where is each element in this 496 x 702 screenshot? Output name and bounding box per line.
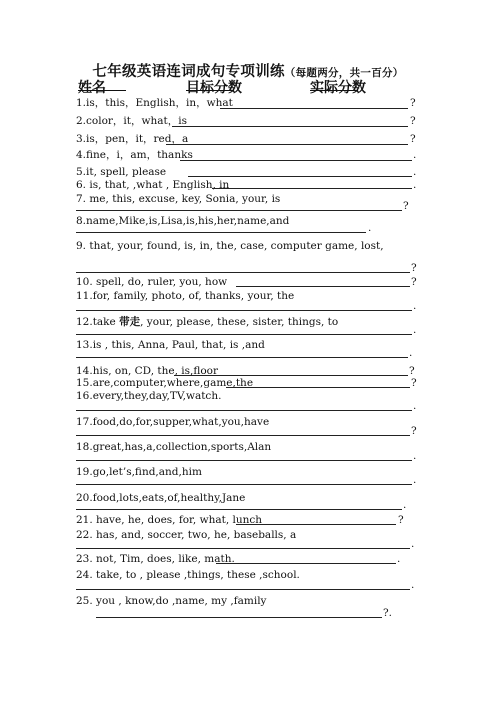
question-18: 18.great,has,a,collection,sports,Alan — [76, 441, 272, 453]
end-punct-8: . — [368, 222, 372, 234]
end-punct-15: ? — [411, 377, 417, 389]
question-19: 19.go,let’s,find,and,him — [76, 466, 202, 478]
end-punct-10: ? — [411, 276, 417, 288]
end-punct-11: . — [413, 300, 417, 312]
answer-line-5[interactable] — [188, 176, 412, 177]
target-blank[interactable] — [186, 77, 234, 91]
end-punct-20: . — [403, 499, 407, 511]
answer-line-14[interactable] — [174, 375, 408, 376]
q12-part-c: , your, please, these, sister, things, to — [140, 316, 339, 328]
question-9: 9. that, your, found, is, in, the, case, computer game, lost, — [76, 240, 384, 252]
question-15: 15.are,computer,where,game,the — [76, 377, 254, 389]
answer-line-4[interactable] — [180, 160, 412, 161]
question-13: 13.is , this, Anna, Paul, that, is ,and — [76, 339, 265, 351]
actual-blank[interactable] — [310, 77, 358, 91]
answer-line-1[interactable] — [220, 108, 408, 109]
end-punct-14: ? — [409, 365, 415, 377]
question-14: 14.his, on, CD, the, is,floor — [76, 365, 219, 377]
end-punct-3: ? — [410, 133, 416, 145]
question-3: 3.is，pen，it，red，a — [76, 133, 189, 145]
end-punct-18: . — [413, 450, 417, 462]
end-punct-21: ? — [398, 514, 404, 526]
end-punct-17: ? — [411, 425, 417, 437]
question-21: 21. have, he, does, for, what, lunch — [76, 514, 263, 526]
answer-line-23[interactable] — [216, 563, 396, 564]
end-punct-16: . — [413, 400, 417, 412]
answer-line-13[interactable] — [76, 357, 408, 358]
question-24: 24. take, to , please ,things, these ,school. — [76, 569, 300, 581]
answer-line-25[interactable] — [96, 617, 382, 618]
answer-line-3[interactable] — [166, 144, 408, 145]
end-punct-2: ? — [410, 115, 416, 127]
end-punct-25: ?. — [383, 607, 392, 619]
question-22: 22. has, and, soccer, two, he, baseballs, a — [76, 529, 297, 541]
title-text: 七年级英语连词成句专项训练 — [92, 63, 285, 80]
end-punct-4: . — [413, 149, 417, 161]
end-punct-1: ? — [410, 97, 416, 109]
end-punct-19: . — [413, 474, 417, 486]
question-11: 11.for, family, photo, of, thanks, your, the — [76, 290, 295, 302]
target-label: 目标分数 — [186, 80, 242, 96]
end-punct-23: . — [397, 553, 401, 565]
q12-part-a: 12.take — [76, 316, 120, 328]
answer-line-16[interactable] — [76, 410, 412, 411]
question-6: 6. is, that, ,what , English, in — [76, 179, 230, 191]
question-16: 16.every,they,day,TV,watch. — [76, 390, 222, 402]
answer-line-8[interactable] — [76, 232, 366, 233]
answer-line-12[interactable] — [76, 334, 412, 335]
question-2: 2.color，it，what，is — [76, 115, 187, 127]
answer-line-10[interactable] — [236, 286, 410, 287]
answer-line-22[interactable] — [76, 548, 410, 549]
answer-line-6[interactable] — [212, 188, 412, 189]
question-23: 23. not, Tim, does, like, math. — [76, 553, 235, 565]
answer-line-15[interactable] — [226, 387, 410, 388]
question-4: 4.fine，i，am，thanks — [76, 149, 193, 161]
question-17: 17.food,do,for,supper,what,you,have — [76, 416, 270, 428]
end-punct-6: . — [413, 179, 417, 191]
answer-line-21[interactable] — [236, 524, 396, 525]
question-20: 20.food,lots,eats,of,healthy,Jane — [76, 492, 246, 504]
question-25: 25. you , know,do ,name, my ,family — [76, 595, 267, 607]
question-1: 1.is，this，English，in，what — [76, 97, 233, 109]
answer-line-18[interactable] — [76, 460, 412, 461]
question-5: 5.it, spell, please — [76, 166, 167, 178]
question-8: 8.name,Mike,is,Lisa,is,his,her,name,and — [76, 215, 290, 227]
answer-line-20[interactable] — [76, 509, 402, 510]
name-blank[interactable] — [78, 77, 126, 91]
answer-line-17[interactable] — [76, 435, 410, 436]
answer-line-7[interactable] — [76, 210, 402, 211]
end-punct-12: . — [413, 324, 417, 336]
name-label: 姓名 — [78, 80, 106, 96]
question-10: 10. spell, do, ruler, you, how — [76, 276, 228, 288]
actual-label: 实际分数 — [310, 80, 366, 96]
answer-line-24[interactable] — [76, 589, 410, 590]
answer-line-9[interactable] — [76, 272, 410, 273]
end-punct-24: . — [411, 579, 415, 591]
question-7: 7. me, this, excuse, key, Sonia, your, is — [76, 193, 281, 205]
answer-line-2[interactable] — [172, 126, 408, 127]
q12-chinese-hint: 带走 — [119, 316, 141, 328]
end-punct-7: ? — [403, 200, 409, 212]
end-punct-13: . — [409, 347, 413, 359]
answer-line-11[interactable] — [76, 310, 412, 311]
question-12 — [76, 316, 338, 328]
page-title — [0, 60, 496, 81]
answer-line-19[interactable] — [76, 484, 412, 485]
end-punct-5: . — [413, 166, 417, 178]
end-punct-22: . — [411, 538, 415, 550]
title-note: （每题两分，共一百分） — [284, 67, 404, 79]
end-punct-9: ? — [411, 262, 417, 274]
